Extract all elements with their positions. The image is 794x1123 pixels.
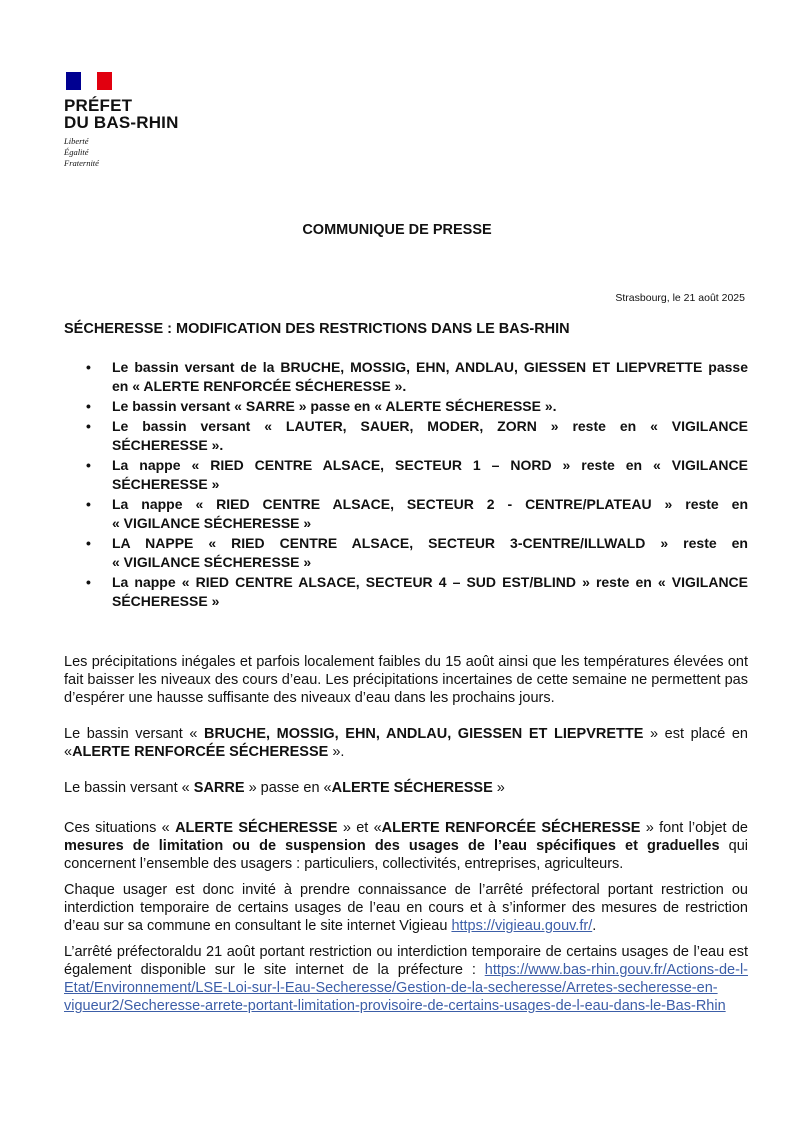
bullet-item: • La nappe « RIED CENTRE ALSACE, SECTEUR 1 – NORD » reste en « VIGILANCE SÉCHERESSE » [86,456,748,494]
republic-motto [64,136,179,169]
bullet-item: • La nappe « RIED CENTRE ALSACE, SECTEUR 2 - CENTRE/PLATEAU » reste en « VIGILANCE SÉCHERESSE » [86,495,748,533]
vigieau-link[interactable]: https://vigieau.gouv.fr/ [451,918,593,934]
logo-title-line2: DU BAS-RHIN [64,113,179,132]
bullet-item: • Le bassin versant de la BRUCHE, MOSSIG, EHN, ANDLAU, GIESSEN ET LIEPVRETTE passe en « ALERTE RENFORCÉE SÉCHERESSE ». [86,358,748,396]
release-date: Strasbourg, le 21 août 2025 [615,292,745,304]
motto-egalite: Égalité [64,147,89,157]
bullet-item: • Le bassin versant « SARRE » passe en « ALERTE SÉCHERESSE ». [86,397,748,416]
paragraph-vigieau: Chaque usager est donc invité à prendre connaissance de l’arrêté préfectoral portant restriction ou interdiction temporaire de certains usages de l’eau en cours et à s’informer des mesures de restriction d’eau sur sa commune en consultant le site internet Vigieau https://vigieau.gouv.fr/. [64,882,748,934]
status-bullet-list [86,358,748,612]
document-title: SÉCHERESSE : MODIFICATION DES RESTRICTIONS DANS LE BAS-RHIN [64,321,570,337]
paragraph-prefecture: L’arrêté préfectoraldu 21 août portant restriction ou interdiction temporaire de certains usages de l’eau est également disponible sur le site internet de la préfecture : https://www.bas-rhin.gouv.fr/Actions-de-l-Etat/Environnement/LSE-Loi-sur-l-Eau-Secheresse/Gestion-de-la-secheresse/Arretes-secheresse-en-vigueur2/Secheresse-arrete-portant-limitation-provisoire-de-certains-usages-de-l-eau-dans-le-Bas-Rhin [64,944,748,1014]
paragraph-sarre: Le bassin versant « SARRE » passe en «ALERTE SÉCHERESSE » [64,780,505,796]
prefet-logo [64,72,179,169]
paragraph-bruche: Le bassin versant « BRUCHE, MOSSIG, EHN, ANDLAU, GIESSEN ET LIEPVRETTE » est placé en «ALERTE RENFORCÉE SÉCHERESSE ». [64,726,748,760]
press-release-heading: COMMUNIQUE DE PRESSE [302,222,492,238]
prefecture-link[interactable]: https://www.bas-rhin.gouv.fr/Actions-de-l-Etat/Environnement/LSE-Loi-sur-l-Eau-Secheresse/Gestion-de-la-secheresse/Arretes-secheresse-en-vigueur2/Secheresse-arrete-portant-limitation-provisoire-de-certains-usages-de-l-eau-dans-le-Bas-Rhin [64,962,748,1014]
logo-title [64,97,179,131]
logo-title-line1: PRÉFET [64,96,133,115]
motto-liberte: Liberté [64,136,89,146]
bullet-item: • La nappe « RIED CENTRE ALSACE, SECTEUR 4 – SUD EST/BLIND » reste en « VIGILANCE SÉCHERESSE » [86,573,748,611]
bullet-item: • LA NAPPE « RIED CENTRE ALSACE, SECTEUR 3-CENTRE/ILLWALD » reste en « VIGILANCE SÉCHERESSE » [86,534,748,572]
marianne-flag-icon [66,72,112,90]
motto-fraternite: Fraternité [64,158,99,168]
paragraph-measures: Ces situations « ALERTE SÉCHERESSE » et «ALERTE RENFORCÉE SÉCHERESSE » font l’objet de mesures de limitation ou de suspension des usages de l’eau spécifiques et graduelles qui concernent l’ensemble des usagers : particuliers, collectivités, entreprises, agriculteurs. [64,820,748,872]
press-body [64,653,748,1015]
paragraph-context: Les précipitations inégales et parfois localement faibles du 15 août ainsi que les températures élevées ont fait baisser les niveaux des cours d’eau. Les précipitations incertaines de cette semaine ne permettent pas d’espérer une hausse suffisante des niveaux d’eau dans les prochains jours. [64,654,748,706]
bullet-item: • Le bassin versant « LAUTER, SAUER, MODER, ZORN » reste en « VIGILANCE SÉCHERESSE ». [86,417,748,455]
